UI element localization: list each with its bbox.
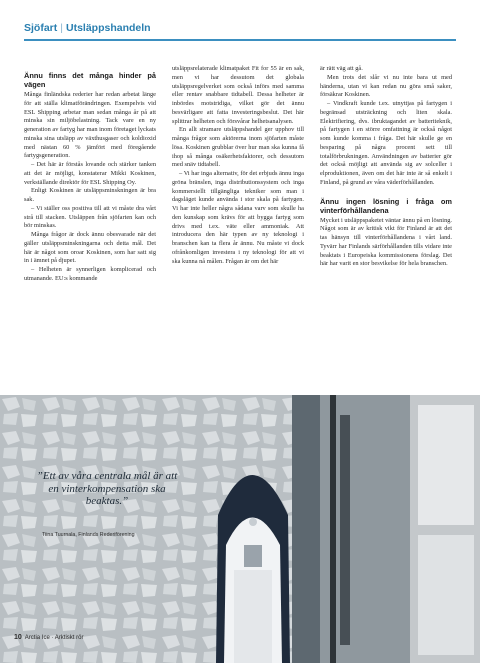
paragraph: Enligt Koskinen är utsläppsminskningen är bra sak. [24, 187, 156, 203]
paragraph: – Helheten är synnerligen komplicerad och utmanande. EU:s kommande [24, 266, 156, 282]
text-column-1 [24, 71, 156, 284]
paragraph: Många frågor är dock ännu obesvarade när det gäller utsläppsminskningarna och detta mål. Det här är något som oroar Koskinen, som har satt sig in i ämnet på djupet. [24, 231, 156, 265]
paragraph: utsläppsrelaterade klimatpaket Fit for 55 är en sak, men vi har dessutom det globala utsläppsregelverket som också införs med samma eller rentav snabbare tidtabell. Dessa helheter är inbördes motstridiga, vilket gör det ännu besvärligare att fatta investeringsbeslut. Det här splittrar helheten och försvårar helhetsanalysen. [172, 65, 304, 125]
page-footer [14, 634, 83, 641]
paragraph: Mycket i utsläppspaketet väntar ännu på en lösning. Något som är av kritisk vikt för Finland är att det tas hänsyn till vinterförhållandena i vårt land. Tyvärr har Finlands särförhållanden tills vidare inte beaktats i Europeiska kommissionens förslag. Det här har varit en stor besvikelse för hela branschen. [320, 216, 452, 268]
quote-source: Tiina Tuurnala, Finlands Rederiförening [42, 532, 135, 538]
text-column-3 [320, 65, 452, 269]
section-topic: Utsläppshandeln [66, 22, 151, 34]
paragraph: – Vi ställer oss positiva till att vi måste dra vårt strå till stacken. Utsläppen från sjöfarten kan och bör minskas. [24, 204, 156, 230]
paragraph: Många finländska rederier har redan arbetat länge för att ställa klimatförändringen. Exempelvis vid ESL Shipping arbetar man sedan många år på att minska sin miljöbelastning. Tack vare en ny generation av fartyg har man inom företaget lyckats minska sina utsläpp av växthusgaser och koldioxid med nästan 60 % jämfört med föregående fartygsgeneration. [24, 91, 156, 160]
aerial-ship-photo [0, 395, 480, 663]
pull-quote: ”Ett av våra centrala mål är att en vinterkompensation ska beaktas.” [36, 470, 178, 507]
header-separator: | [60, 22, 63, 34]
publication-name: Arctia Ice · Arktiskt rör [24, 635, 84, 641]
page-number: 10 [14, 634, 22, 641]
text-column-2 [172, 65, 304, 266]
paragraph: – Vindkraft kunde t.ex. utnyttjas på fartygen i begränsad utsträckning och liten skala. Elektrifiering, dvs. ibruktagandet av batteriteknik, på fartygen i en större omfattning är också något som kunde komma i fråga. Det här skulle ge en besparing på några procent sett till totalförbrukningen. Användningen av batterier gör det också möjligt att använda sig av solceller i elproduktionen, även om det här inte är så enkelt i Finland, på grund av våra väderförhållanden. [320, 100, 452, 186]
paragraph: En allt stramare utsläppshandel ger upphov till många frågor som aktörerna inom sjöfarten måste lösa. Koskinen grubblar över hur man ska kunna få ihop så många osäkerhetsfaktorer, och dessutom med snäv tidtabell. [172, 126, 304, 169]
column-heading: Ännu ingen lösning i fråga om vinterförhållandena [320, 196, 452, 215]
header-rule [24, 39, 456, 41]
paragraph: är rätt väg att gå. [320, 65, 363, 72]
paragraph: – Det här är förstås lovande och stärker tanken att det är möjligt, konstaterar Mikki Koskinen, verkställande direktör för ESL Shipping Oy. [24, 161, 156, 186]
section-header [24, 22, 151, 34]
column-heading: Ännu finns det många hinder på vägen [24, 71, 156, 89]
section-name: Sjöfart [24, 22, 58, 34]
paragraph: – Vi har inga alternativ, för det erbjuds ännu inga gröna bränslen, inga distributionssystem och inga kommersiellt tillgängliga tekniker som man i dagsläget kunde använda i stor skala på fartygen. Vi har inte heller några sådana varv som skulle ha den kunskap som krävs för att bygga fartyg som drivs med t.ex. väte eller ammoniak. Att introducera den här typen av ny teknologi i branschen kan ta flera år ännu. Nu måste vi dock ofrånkomligen investera i ny teknologi för att vi ska kunna nå målen. Frågan är om det här [172, 170, 304, 265]
paragraph: Men trots det slår vi nu inte bara ut med händerna, utan vi kan redan nu göra små saker, försäkrar Koskinen. [320, 73, 452, 99]
